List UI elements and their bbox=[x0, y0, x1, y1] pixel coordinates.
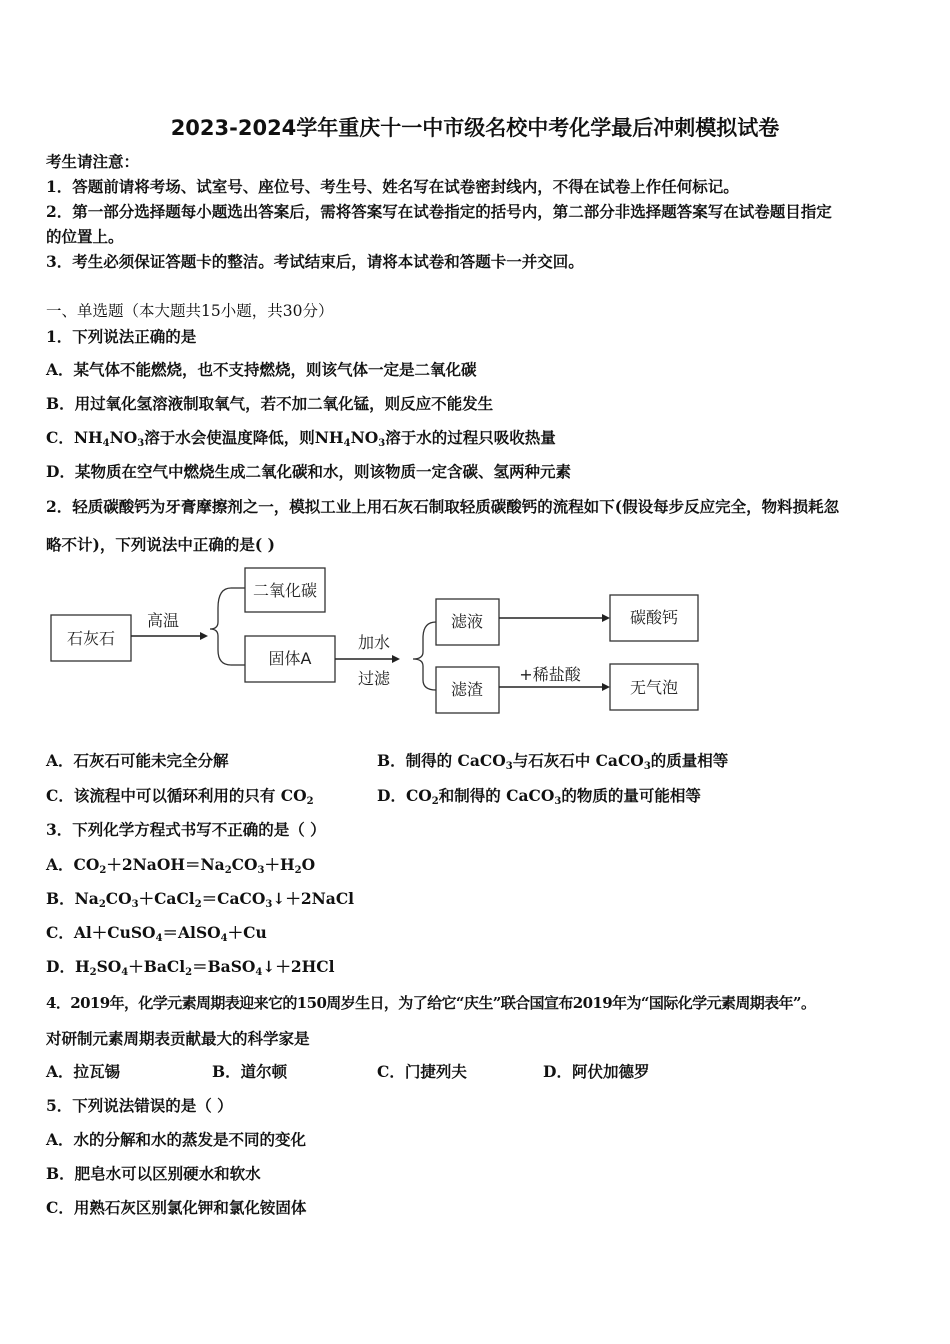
label-filter: 过滤 bbox=[357, 669, 391, 688]
arrow-head bbox=[392, 655, 400, 663]
split-brace bbox=[210, 588, 231, 665]
box-filtrate-label: 滤液 bbox=[450, 612, 484, 631]
option-d: D．$CO_2$和制得的 CaCO$_3$的物质的量可能相等 bbox=[377, 786, 701, 807]
box-result-label: 无气泡 bbox=[629, 678, 679, 697]
option-b: B．肥皂水可以区别硬水和软水 bbox=[46, 1164, 261, 1183]
notice-item: 2．第一部分选择题每小题选出答案后，需将答案写在试卷指定的括号内，第二部分非选择题答案写在试卷题目指定 bbox=[46, 202, 832, 221]
notice-item: 3．考生必须保证答题卡的整洁。考试结束后，请将本试卷和答题卡一并交回。 bbox=[46, 252, 584, 271]
box-solid-a-label: 固体A bbox=[268, 649, 312, 668]
box-limestone-label: 石灰石 bbox=[66, 629, 116, 648]
process-flow-diagram bbox=[40, 560, 720, 730]
notice-heading: 考生请注意： bbox=[46, 152, 140, 171]
question-stem: 2．轻质碳酸钙为牙膏摩擦剂之一，模拟工业上用石灰石制取轻质碳酸钙的流程如下(假设每步反应完全，物料损耗忽 bbox=[46, 497, 840, 516]
notice-item: 1．答题前请将考场、试室号、座位号、考生号、姓名写在试卷密封线内，不得在试卷上作任何标记。 bbox=[46, 177, 739, 196]
label-heat: 高温 bbox=[146, 611, 180, 630]
section-heading: 一、单选题（本大题共15小题，共30分） bbox=[46, 302, 334, 320]
option-b: B．$Na_2CO_3+CaCl_2=CaCO_3↓+2NaCl$ bbox=[46, 889, 355, 910]
question-stem: 略不计)，下列说法中正确的是( ) bbox=[46, 535, 275, 554]
option-d: D．$H_2SO_4+BaCl_2=BaSO_4↓+2HCl$ bbox=[46, 957, 335, 978]
option-a: A．水的分解和水的蒸发是不同的变化 bbox=[46, 1130, 307, 1149]
option-d: D．某物质在空气中燃烧生成二氧化碳和水，则该物质一定含碳、氢两种元素 bbox=[46, 462, 571, 481]
arrow-head bbox=[602, 614, 610, 622]
page-title: 2023-2024学年重庆十一中市级名校中考化学最后冲刺模拟试卷 bbox=[170, 116, 780, 140]
split-brace bbox=[413, 622, 436, 690]
option-c: C．用熟石灰区别氯化钾和氯化铵固体 bbox=[46, 1198, 307, 1217]
option-a: A．$CO_2+2NaOH=Na_2CO_3+H_2O$ bbox=[46, 855, 316, 876]
option-c: C．Al＋CuSO$_4$＝AlSO$_4$＋Cu bbox=[46, 923, 267, 944]
box-product-label: 碳酸钙 bbox=[629, 608, 679, 627]
option-a: A．石灰石可能未完全分解 bbox=[46, 751, 229, 770]
option-c: C．门捷列夫 bbox=[377, 1062, 467, 1081]
option-c: C．该流程中可以循环利用的只有 $CO_2$ bbox=[46, 786, 314, 807]
option-b: B．用过氧化氢溶液制取氧气，若不加二氧化锰，则反应不能发生 bbox=[46, 394, 494, 413]
option-a: A．拉瓦锡 bbox=[46, 1062, 121, 1081]
option-a: A．某气体不能燃烧，也不支持燃烧，则该气体一定是二氧化碳 bbox=[46, 360, 477, 379]
question-stem: 3．下列化学方程式书写不正确的是（ ） bbox=[46, 820, 326, 839]
notice-item: 的位置上。 bbox=[46, 227, 124, 246]
option-b: B．制得的 CaCO$_3$与石灰石中 CaCO$_3$的质量相等 bbox=[377, 751, 729, 772]
label-acid: +稀盐酸 bbox=[519, 665, 581, 684]
question-stem: 5．下列说法错误的是（ ） bbox=[46, 1096, 233, 1115]
question-stem: 1．下列说法正确的是 bbox=[46, 327, 197, 346]
arrow-head bbox=[200, 632, 208, 640]
box-residue-label: 滤渣 bbox=[450, 680, 484, 699]
label-water: 加水 bbox=[357, 633, 391, 652]
arrow-head bbox=[602, 683, 610, 691]
question-stem: 4．2019年，化学元素周期表迎来它的150周岁生日，为了给它“庆生”联合国宣布2019年为“国际化学元素周期表年”。 bbox=[46, 994, 816, 1012]
option-c: C．$NH_4NO_3$溶于水会使温度降低，则$NH_4NO_3$溶于水的过程只吸收热量 bbox=[46, 428, 556, 449]
question-stem: 对研制元素周期表贡献最大的科学家是 bbox=[46, 1029, 310, 1048]
option-b: B．道尔顿 bbox=[212, 1062, 288, 1081]
option-d: D．阿伏加德罗 bbox=[543, 1062, 650, 1081]
box-co2-label: 二氧化碳 bbox=[252, 581, 318, 600]
